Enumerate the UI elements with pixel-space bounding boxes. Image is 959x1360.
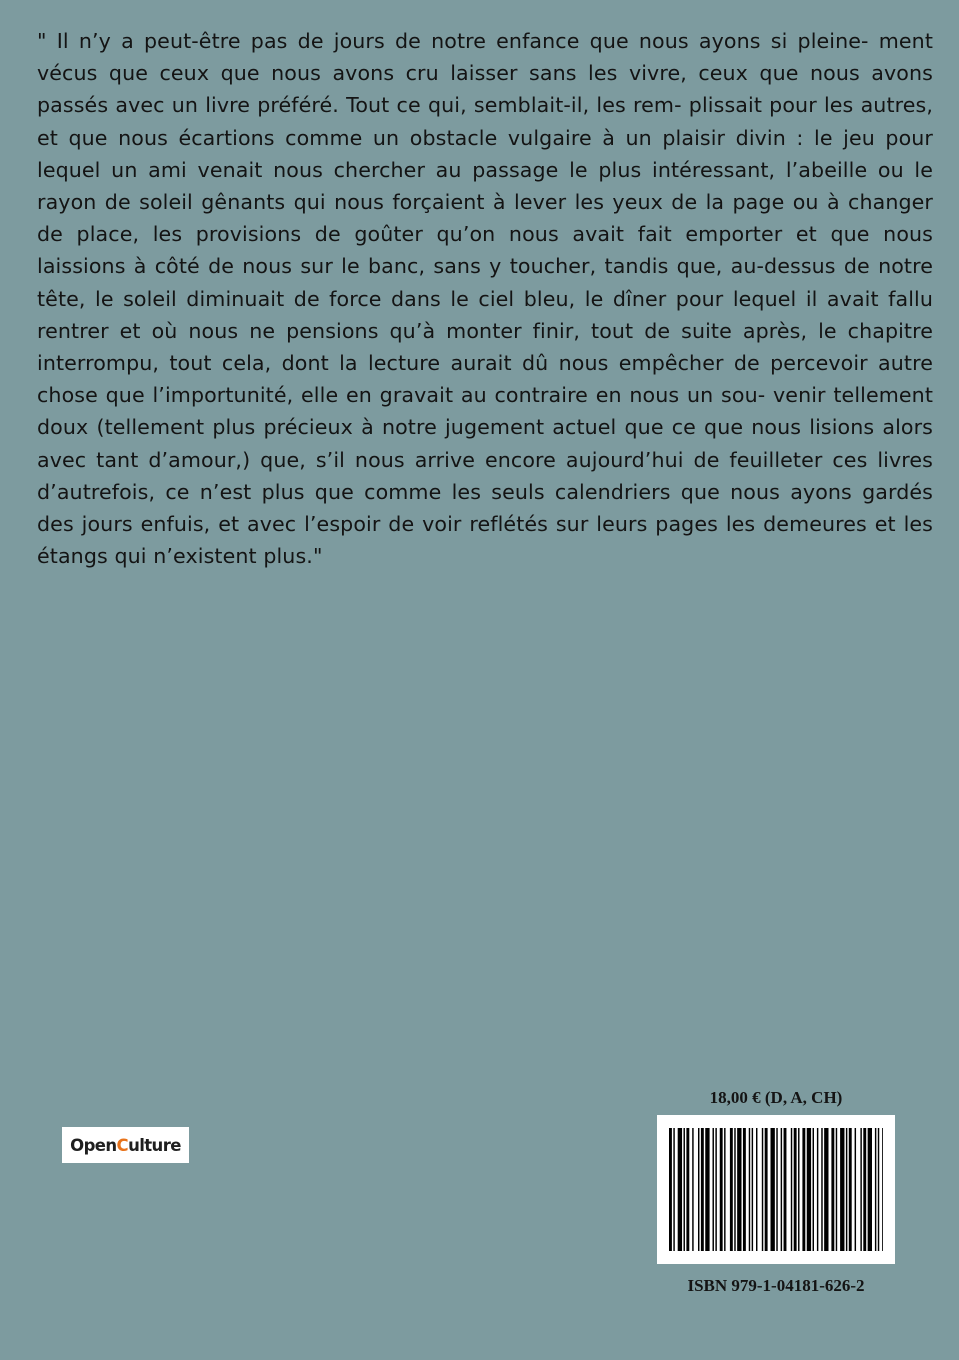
barcode-stripe <box>878 1128 879 1251</box>
barcode-stripe <box>737 1128 741 1251</box>
publisher-logo-text-open: Open <box>70 1135 117 1155</box>
barcode-stripe <box>715 1128 716 1251</box>
barcode-stripe <box>882 1128 883 1251</box>
barcode-stripe <box>836 1128 837 1251</box>
barcode-stripe <box>846 1128 847 1251</box>
barcode-stripe <box>840 1128 844 1251</box>
barcode-stripe <box>863 1128 866 1251</box>
isbn-label: ISBN 979-1-04181-626-2 <box>687 1276 865 1295</box>
barcode-stripe <box>817 1128 818 1251</box>
barcode-stripe <box>692 1128 693 1251</box>
barcode-stripe <box>669 1128 672 1251</box>
barcode-stripe <box>756 1128 757 1251</box>
barcode-stripe <box>776 1128 777 1251</box>
barcode-stripe <box>765 1128 768 1251</box>
publisher-logo-text-ulture: ulture <box>128 1135 181 1155</box>
barcode-stripe <box>705 1128 709 1251</box>
barcode-stripe <box>821 1128 822 1251</box>
barcode-stripe <box>798 1128 799 1251</box>
publisher-logo-accent: C <box>116 1135 129 1155</box>
barcode-stripe <box>730 1128 733 1251</box>
barcode-stripe <box>831 1128 834 1251</box>
barcode-stripe <box>849 1128 852 1251</box>
barcode-stripe <box>771 1128 775 1251</box>
barcode-stripe <box>698 1128 699 1251</box>
barcode-stripe <box>752 1128 753 1251</box>
barcode-stripe <box>749 1128 750 1251</box>
barcode-stripe <box>824 1128 828 1251</box>
barcode-stripe <box>720 1128 723 1251</box>
barcode-stripe <box>860 1128 861 1251</box>
barcode-stripe <box>734 1128 735 1251</box>
barcode-stripe <box>678 1128 682 1251</box>
barcode-stripe <box>684 1128 685 1251</box>
back-cover-quote: " Il n’y a peut-être pas de jours de notre enfance que nous ayons si pleine- ment vécus que ceux que nous avons cru laisser sans les vivre, ceux que nous avons passés avec un livre préféré. Tout ce qui, semblait-il, les rem- plissait pour les autres, et que nous écartions comme un obstacle vulgaire à un plaisir divin : le jeu pour lequel un ami venait nous chercher au passage le plus intéressant, l’abeille ou le rayon de soleil gênants qui nous forçaient à lever les yeux de la page ou à changer de place, les provisions de goûter qu’on nous avait fait emporter et que nous laissions à côté de nous sur le banc, sans y toucher, tandis que, au-dessus de notre tête, le soleil diminuait de force dans le ciel bleu, le dîner pour lequel il avait fallu rentrer et où nous ne pensions qu’à monter finir, tout de suite après, le chapitre interrompu, tout cela, dont la lecture aurait dû nous empêcher de percevoir autre chose que l’importunité, elle en gravait au contraire en nous un sou- venir tellement doux (tellement plus précieux à notre jugement actuel que ce que nous lisions alors avec tant d’amour,) que, s’il nous arrive encore aujourd’hui de feuilleter ces livres d’autrefois, ce n’est plus que comme les seuls calendriers que nous ayons gardés des jours enfuis, et avec l’espoir de voir reflétés sur leurs pages les demeures et les étangs qui n’existent plus." <box>37 29 933 569</box>
barcode-stripe <box>875 1128 876 1251</box>
barcode-stripe <box>724 1128 725 1251</box>
barcode-stripe <box>713 1128 714 1251</box>
barcode-stripe <box>791 1128 792 1251</box>
barcode-stripe <box>701 1128 704 1251</box>
publisher-logo <box>62 1127 189 1163</box>
barcode-stripe <box>855 1128 856 1251</box>
barcode-stripe <box>781 1128 782 1251</box>
barcode-stripe <box>762 1128 763 1251</box>
barcode-graphic <box>669 1128 883 1251</box>
barcode-stripe <box>802 1128 805 1251</box>
barcode-stripe <box>813 1128 814 1251</box>
barcode-stripe <box>784 1128 787 1251</box>
barcode-stripe <box>807 1128 811 1251</box>
barcode-stripe <box>673 1128 674 1251</box>
barcode-stripe <box>686 1128 689 1251</box>
barcode <box>657 1115 895 1264</box>
barcode-stripe <box>868 1128 872 1251</box>
barcode-stripe <box>794 1128 797 1251</box>
barcode-stripe <box>743 1128 746 1251</box>
price-label: 18,00 € (D, A, CH) <box>709 1088 843 1107</box>
